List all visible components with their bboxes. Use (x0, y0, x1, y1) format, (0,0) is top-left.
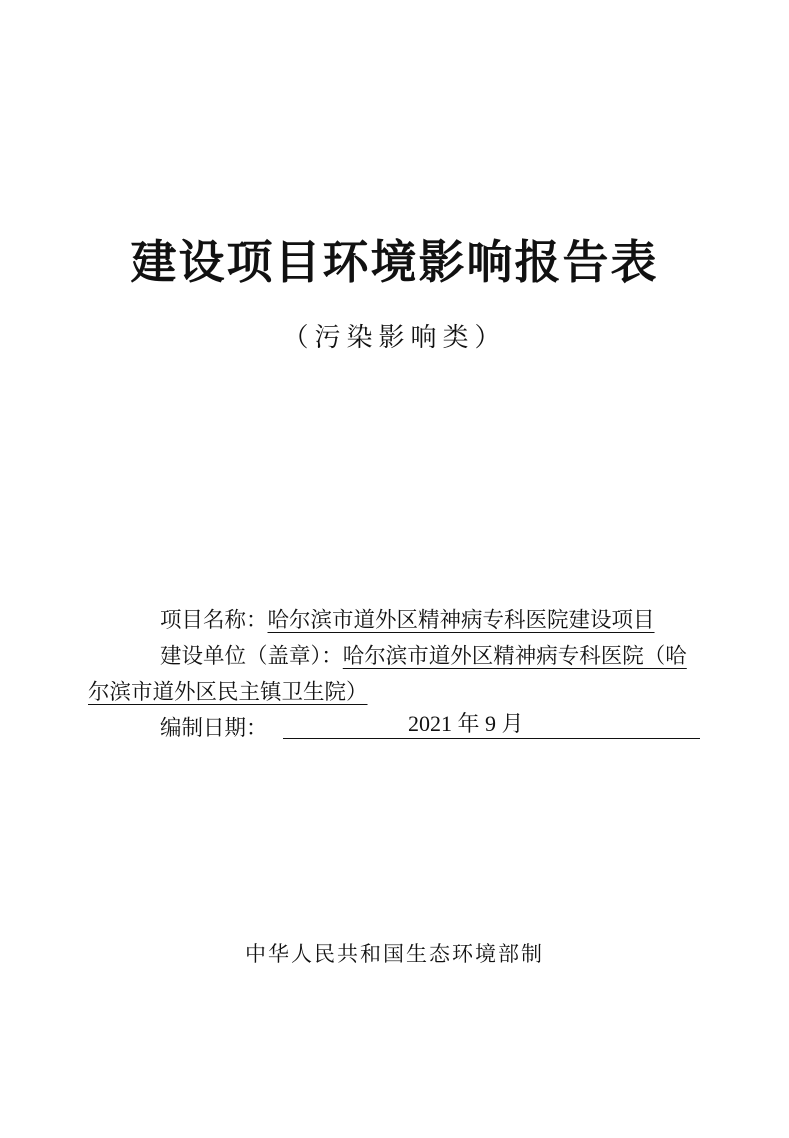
construction-unit-label: 建设单位（盖章）： (160, 644, 343, 669)
document-title: 建设项目环境影响报告表 (130, 235, 659, 289)
construction-unit-value: 哈尔滨市道外区精神病专科医院（哈尔滨市道外区民主镇卫生院） (88, 644, 687, 705)
compile-date-value: 2021 年 9 月 (408, 711, 524, 736)
construction-unit-row (88, 639, 700, 711)
compile-date-label: 编制日期： (160, 716, 268, 741)
project-name-label: 项目名称： (160, 608, 268, 633)
issuing-authority: 中华人民共和国生态环境部制 (245, 942, 544, 966)
compile-date-row (88, 711, 700, 747)
project-name-row (88, 603, 700, 639)
project-name-value: 哈尔滨市道外区精神病专科医院建设项目 (267, 608, 655, 633)
project-info-block (88, 603, 700, 747)
compile-date-field (283, 710, 700, 739)
document-subtitle: （污染影响类） (282, 323, 507, 353)
